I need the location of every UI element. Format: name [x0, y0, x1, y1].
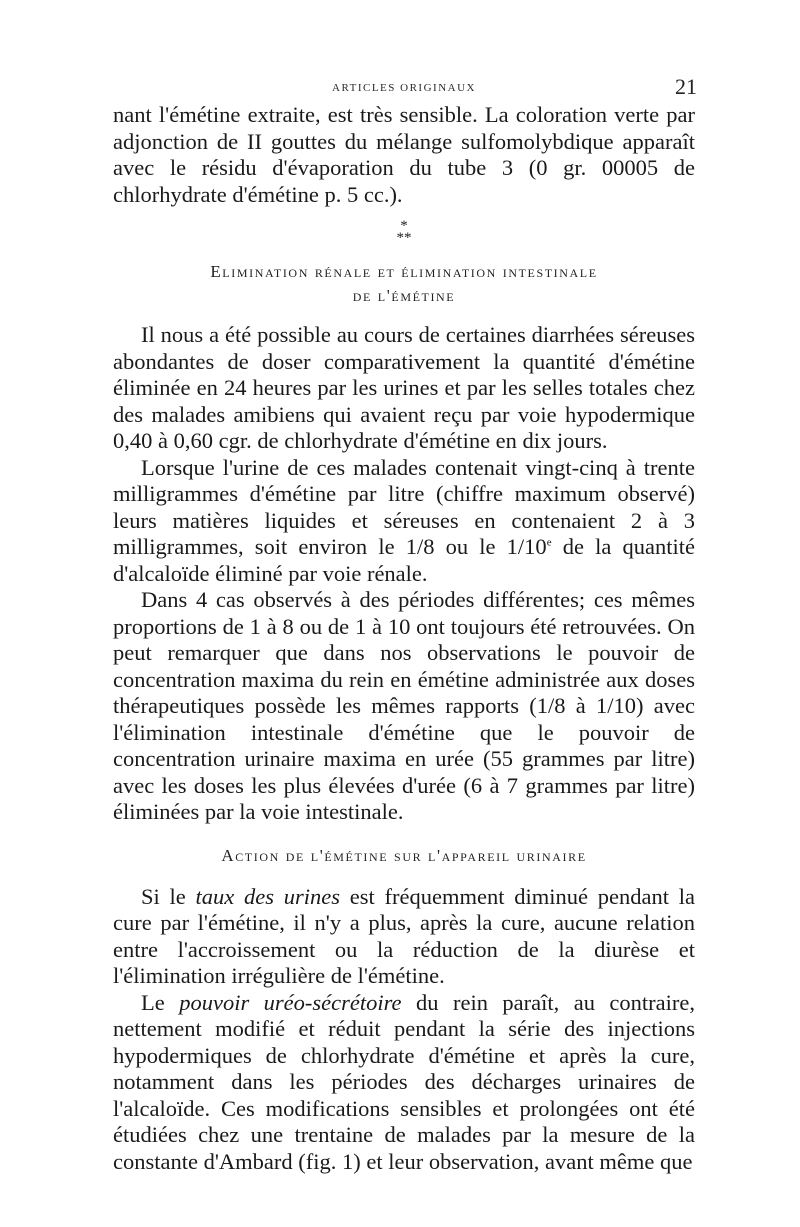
paragraph-elimination-2-text-a: Lorsque l'urine de ces malades contenait vingt-cinq à trente milligrammes d'émétine par litre (chiffre maximum observé) leurs matières liquides et séreuses en contenaient 2 à 3 milligrammes, soit environ le 1/8 ou le 1/10 — [113, 454, 695, 559]
paragraph-elimination-1: Il nous a été possible au cours de certaines diarrhées séreuses abondantes de doser comparativement la quantité d'émétine éliminée en 24 heures par les urines et par les selles totales chez des malades amibiens qui avaient reçu par voie hypodermique 0,40 à 0,60 cgr. de chlorhydrate d'émétine en dix jours. — [113, 322, 695, 453]
page-number: 21 — [675, 74, 697, 99]
section-title-elimination-line1: Elimination rénale et élimination intestinale — [210, 262, 598, 281]
paragraph-action-2-text-a: Le — [141, 989, 180, 1015]
emphasis-taux-des-urines: taux des urines — [195, 883, 341, 909]
section-title-elimination — [113, 260, 695, 308]
paragraph-action-2 — [113, 990, 695, 1176]
emphasis-pouvoir-ureo-secretoire: pouvoir uréo-sécrétoire — [179, 989, 402, 1015]
asterism-bottom: ** — [396, 230, 412, 246]
running-head — [113, 72, 695, 102]
section-title-action: Action de l'émétine sur l'appareil urinaire — [221, 845, 587, 865]
asterism-top: * — [400, 218, 408, 234]
paragraph-elimination-2-text-b: de la quantité d'alcaloïde éliminé par voie rénale. — [113, 534, 696, 586]
page — [113, 72, 695, 1175]
paragraph-elimination-3: Dans 4 cas observés à des périodes différentes; ces mêmes proportions de 1 à 8 ou de 1 à 10 ont toujours été retrouvées. On peut remarquer que dans nos observations le pouvoir de concentration maxima du rein en émétine administrée aux doses thérapeutiques possède les mêmes rapports (1/8 à 1/10) avec l'élimination intestinale d'émétine que le pouvoir de concentration urinaire maxima en urée (55 grammes par litre) avec les doses les plus élevées d'urée (6 à 7 grammes par litre) éliminées par la voie intestinale. — [113, 587, 695, 824]
running-title: ARTICLES ORIGINAUX — [332, 82, 476, 94]
paragraph-elimination-2 — [113, 455, 695, 588]
section-title-elimination-line2: de l'émétine — [352, 286, 456, 305]
ordinal-superscript: e — [546, 536, 552, 549]
paragraph-action-1-text-a: Si le — [141, 883, 196, 909]
asterism-separator — [113, 220, 695, 244]
paragraph-action-2-text-b: du rein paraît, au contraire, nettement modifié et réduit pendant la série des injections hypodermiques de chlorhydrate d'émétine et après la cure, notamment dans les périodes des décharges urinaires de l'alcaloïde. Ces modifications sensibles et prolongées ont été étudiées chez une trentaine de malades par la mesure de la constante d'Ambard (fig. 1) et leur observation, avant même que — [113, 989, 695, 1174]
intro-paragraph: nant l'émétine extraite, est très sensible. La coloration verte par adjonction de II gouttes du mélange sulfomolybdique apparaît avec le résidu d'évaporation du tube 3 (0 gr. 00005 de chlorhydrate d'émétine p. 5 cc.). — [113, 102, 695, 207]
paragraph-action-1-text-b: est fréquemment diminué pendant la cure par l'émétine, il n'y a plus, après la cure, aucune relation entre l'accroissement ou la réduction de la diurèse et l'élimination irrégulière de l'émétine. — [113, 883, 695, 988]
paragraph-action-1 — [113, 884, 695, 990]
